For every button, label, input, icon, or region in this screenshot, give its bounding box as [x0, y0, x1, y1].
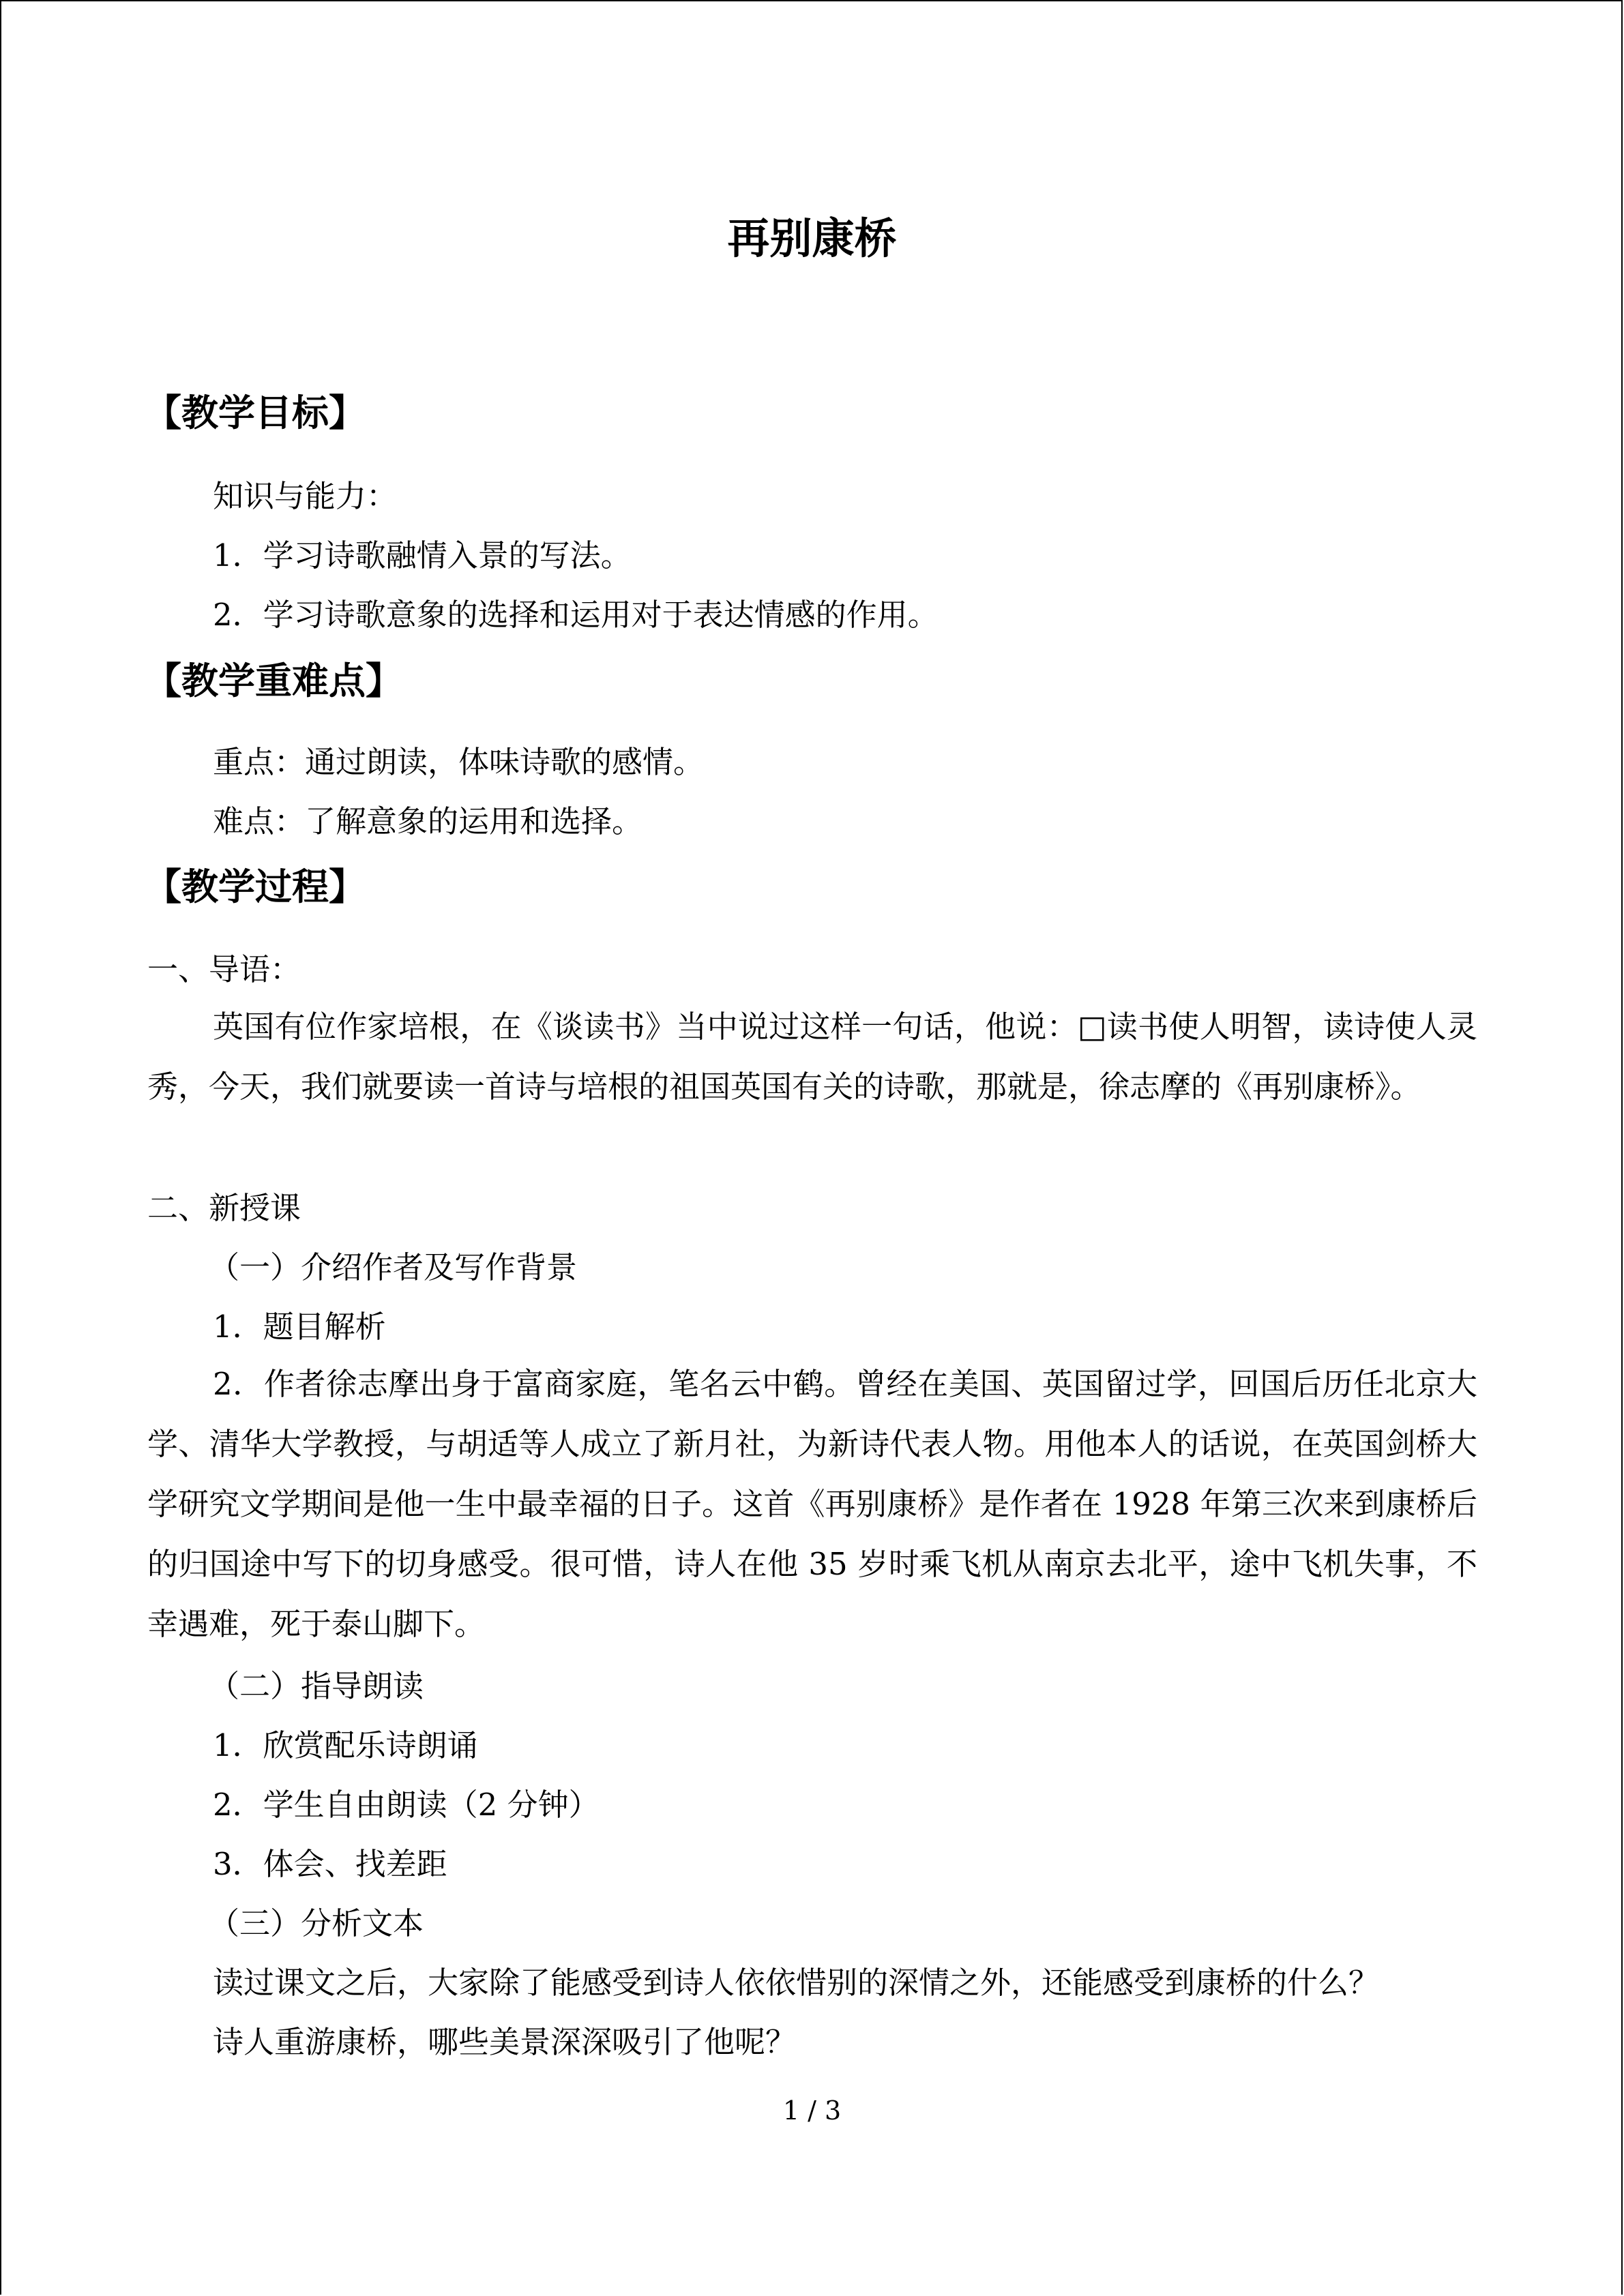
part2-label: （二）指导朗读: [209, 1668, 424, 1704]
part3-line-2: 诗人重游康桥，哪些美景深深吸引了他呢？: [213, 2024, 797, 2060]
part2-item-2: 2．学生自由朗读（2 分钟）: [213, 1787, 600, 1823]
heading-key-points: 【教学重难点】: [145, 659, 402, 702]
part2-item-1: 1．欣赏配乐诗朗诵: [213, 1727, 478, 1763]
heading-teaching-goals: 【教学目标】: [145, 391, 366, 434]
difficulty-line: 难点：了解意象的运用和选择。: [213, 803, 643, 839]
part2-item-3: 3．体会、找差距: [213, 1846, 447, 1882]
goals-line-1: 知识与能力：: [213, 478, 398, 514]
part3-line-1: 读过课文之后，大家除了能感受到诗人依依惜别的深情之外，还能感受到康桥的什么？: [213, 1965, 1380, 2001]
key-point-line: 重点：通过朗读，体味诗歌的感情。: [213, 744, 705, 780]
new-lesson-label: 二、新授课: [147, 1190, 301, 1226]
document-title: 再别康桥: [727, 213, 897, 263]
page-number: 1 / 3: [782, 2096, 842, 2126]
intro-label: 一、导语：: [147, 951, 301, 987]
part1-label: （一）介绍作者及写作背景: [209, 1249, 578, 1285]
part1-item-1: 1．题目解析: [213, 1309, 386, 1345]
goals-line-2: 1．学习诗歌融情入景的写法。: [213, 537, 632, 573]
part1-item-2-paragraph: 2．作者徐志摩出身于富商家庭，笔名云中鹤。曾经在美国、英国留过学，回国后历任北京大学、清华大学教授，与胡适等人成立了新月社，为新诗代表人物。用他本人的话说，在英国剑桥大学研究文学期间是他一生中最幸福的日子。这首《再别康桥》是作者在 1928 年第三次来到康桥后的归国途中写下的切身感受。很可惜，诗人在他 35 岁时乘飞机从南京去北平，途中飞机失事，不幸遇难，死于泰山脚下。: [147, 1366, 1477, 1642]
heading-teaching-process: 【教学过程】: [145, 865, 366, 908]
goals-line-3: 2．学习诗歌意象的选择和运用对于表达情感的作用。: [213, 597, 939, 633]
intro-paragraph: 英国有位作家培根，在《谈读书》当中说过这样一句话，他说：□读书使人明智，读诗使人灵秀，今天，我们就要读一首诗与培根的祖国英国有关的诗歌，那就是，徐志摩的《再别康桥》。: [147, 1009, 1477, 1105]
part3-label: （三）分析文本: [209, 1905, 424, 1941]
